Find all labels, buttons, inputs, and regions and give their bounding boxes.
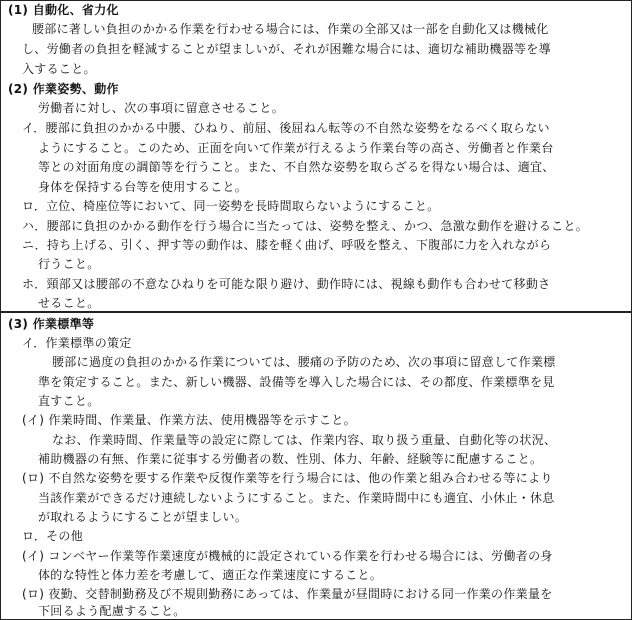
text-line: 等との対面角度の調節等を行うこと。また、不自然な姿勢を取らざるを得ない場合は、適宜、 — [38, 160, 555, 174]
list-item-ro: ロ．立位、椅座位等において、同一姿勢を長時間取らないようにすること。 — [22, 199, 440, 213]
text-line: なお、作業時間、作業量等の設定に際しては、作業内容、取り扱う重量、自動化等の状況、 — [52, 433, 557, 447]
text-line: 腰部に過度の負担のかかる作業については、腰痛の予防のため、次の事項に留意して作業標 — [52, 355, 556, 369]
text-line: 当該作業ができるだけ連続しないようにすること。また、作業時間中にも適宜、小休止・休息 — [38, 491, 555, 505]
heading-posture: (2) 作業姿勢、動作 — [8, 82, 119, 96]
text-line: 直すこと。 — [38, 394, 100, 408]
text-line: 腰部に著しい負担のかかる作業を行わせる場合には、作業の全部又は一部を自動化又は機械化 — [32, 22, 549, 36]
text-line: ようにすること。このため、正面を向いて作業が行えるよう作業台等の高さ、労働者と作業台 — [38, 141, 554, 155]
text-line: 入すること。 — [22, 62, 96, 76]
text-line: が取れるようにすることが望ましい。 — [38, 510, 248, 524]
subheading-i: イ．作業標準の策定 — [22, 336, 132, 350]
list-item-ni: ニ．持ち上げる、引く、押す等の動作は、膝を軽く曲げ、呼吸を整え、下腹部に力を入れながら — [22, 238, 552, 252]
text-line: せること。 — [38, 296, 100, 310]
text-line: 労働者に対し、次の事項に留意させること。 — [38, 101, 285, 115]
subheading-ro: ロ．その他 — [22, 529, 84, 543]
text-line: 体的な特性と体力差を考慮して、適正な作業速度にすること。 — [38, 568, 383, 582]
list-item-paren-ro: (ロ) 不自然な姿勢を要する作業や反復作業等を行う場合には、他の作業と組み合わせる等により — [22, 471, 553, 485]
heading-work-standards: (3) 作業標準等 — [8, 317, 95, 331]
text-line: 下回るよう配慮すること。 — [38, 604, 186, 618]
list-item-ho: ホ．頸部又は腰部の不意なひねりを可能な限り避け、動作時には、視線も動作も合わせて移動さ — [22, 277, 551, 291]
text-line: し、労働者の負担を軽減することが望ましいが、それが困難な場合には、適切な補助機器等を導 — [22, 42, 551, 56]
list-item-i: イ．腰部に負担のかかる中腰、ひねり、前屈、後屈ねん転等の不自然な姿勢をなるべく取らない — [22, 121, 550, 135]
text-line: 準を策定すること。また、新しい機器、設備等を導入した場合には、その都度、作業標準を見 — [38, 375, 555, 389]
list-item-paren-ro: (ロ) 夜勤、交替制勤務及び不規則勤務にあっては、作業量が昼間時における同一作業の作業量を — [22, 587, 553, 601]
text-line: 身体を保持する台等を使用すること。 — [38, 180, 248, 194]
heading-automation: (1) 自動化、省力化 — [8, 3, 119, 17]
list-item-paren-i: (イ) コンベヤー作業等作業速度が機械的に設定されている作業を行わせる場合には、労働者の身 — [22, 549, 553, 563]
list-item-paren-i: (イ) 作業時間、作業量、作業方法、使用機器等を示すこと。 — [22, 413, 356, 427]
text-line: 行うこと。 — [38, 257, 100, 271]
list-item-ha: ハ．腰部に負担のかかる動作を行う場合に当たっては、姿勢を整え、かつ、急激な動作を避けること。 — [22, 219, 589, 233]
text-line: 補助機器の有無、作業に従事する労働者の数、性別、体力、年齢、経験等に配慮すること。 — [38, 452, 543, 466]
